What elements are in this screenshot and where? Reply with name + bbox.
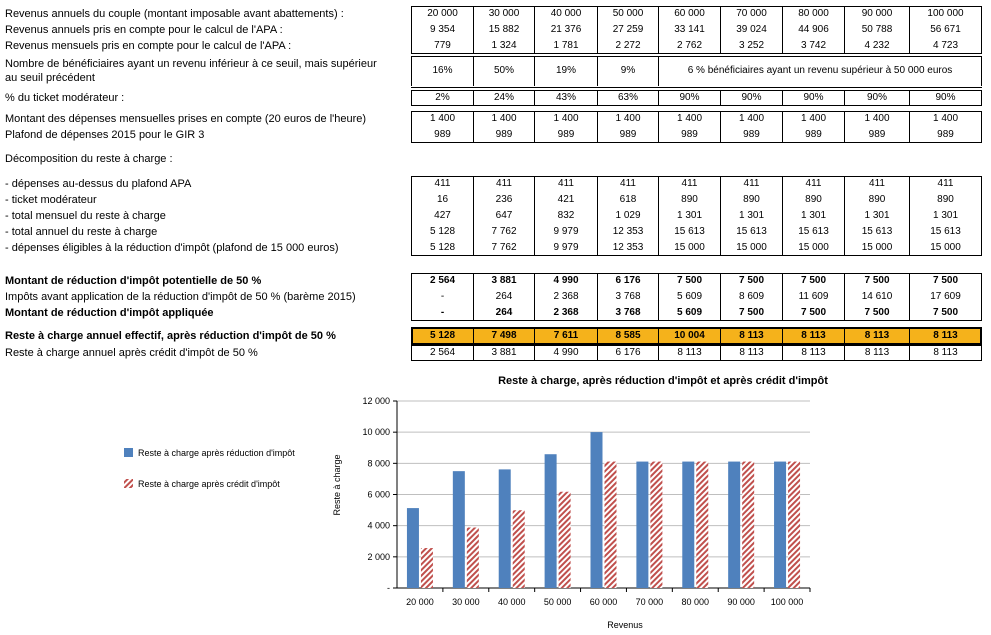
row-label: Plafond de dépenses 2015 pour le GIR 3	[5, 129, 205, 141]
chart-ylabel: Reste à charge	[332, 454, 342, 516]
table-cell: 7 500	[909, 305, 982, 321]
table-cell: 8 113	[658, 345, 720, 361]
table-cell: 1 400	[844, 111, 909, 127]
table-cell: 421	[534, 192, 597, 208]
table-cell: 989	[658, 127, 720, 143]
table-cell: 1 400	[909, 111, 982, 127]
table-cell: 989	[597, 127, 658, 143]
table-cell: 9 354	[411, 22, 473, 38]
section-subheading: Décomposition du reste à charge :	[5, 153, 173, 165]
legend-label: Reste à charge après réduction d'impôt	[138, 448, 295, 458]
table-cell: 8 113	[720, 345, 782, 361]
row-label: - dépenses éligibles à la réduction d'impôt (plafond de 15 000 euros)	[5, 242, 339, 254]
bar-credit	[650, 462, 662, 588]
table-cell: 2 368	[534, 289, 597, 305]
table-cell: 7 500	[782, 305, 844, 321]
table-cell: 1 029	[597, 208, 658, 224]
table-cell: 890	[844, 192, 909, 208]
table-cell: 8 113	[909, 328, 982, 344]
table-cell: 7 611	[534, 328, 597, 344]
table-cell: 15 000	[782, 240, 844, 256]
bar-credit	[742, 462, 754, 588]
table-cell: 3 768	[597, 289, 658, 305]
table-cell: 427	[411, 208, 473, 224]
chart-xlabel: Revenus	[607, 620, 643, 630]
table-cell: 4 232	[844, 38, 909, 54]
table-cell: 7 500	[658, 273, 720, 289]
table-cell: 989	[782, 127, 844, 143]
table-cell: 8 585	[597, 328, 658, 344]
legend-label: Reste à charge après crédit d'impôt	[138, 479, 280, 489]
table-cell: 100 000	[909, 6, 982, 22]
table-cell: 989	[844, 127, 909, 143]
x-tick-label: 40 000	[497, 597, 526, 607]
table-cell: 1 301	[720, 208, 782, 224]
table-cell: 989	[534, 127, 597, 143]
table-cell: 890	[658, 192, 720, 208]
row-label-line: Nombre de bénéficiaires ayant un revenu inférieur à ce seuil, mais supérieur	[5, 58, 377, 70]
table-cell: 1 301	[658, 208, 720, 224]
table-cell: 50 788	[844, 22, 909, 38]
table-cell: 7 500	[844, 305, 909, 321]
table-cell: 8 113	[909, 345, 982, 361]
table-cell: 890	[720, 192, 782, 208]
table-cell: 4 990	[534, 345, 597, 361]
table-cell: 411	[909, 176, 982, 192]
table-cell: 5 609	[658, 305, 720, 321]
table-cell: 8 113	[844, 345, 909, 361]
table-cell: 90 000	[844, 6, 909, 22]
legend-swatch	[124, 479, 133, 488]
table-cell: 1 781	[534, 38, 597, 54]
bar-reduction	[636, 462, 648, 588]
row-label: - total annuel du reste à charge	[5, 226, 158, 238]
table-cell: 15 882	[473, 22, 534, 38]
bar-credit	[605, 462, 617, 588]
table-cell: 20 000	[411, 6, 473, 22]
bar-reduction	[545, 454, 557, 588]
table-cell: 15 613	[844, 224, 909, 240]
table-cell: 1 301	[909, 208, 982, 224]
row-label: - dépenses au-dessus du plafond APA	[5, 178, 192, 190]
table-cell: 70 000	[720, 6, 782, 22]
table-cell: 3 881	[473, 345, 534, 361]
x-tick-label: 90 000	[727, 597, 755, 607]
table-cell: 1 400	[720, 111, 782, 127]
bar-reduction	[728, 462, 740, 588]
table-cell: 8 113	[720, 328, 782, 344]
bar-reduction	[453, 471, 465, 588]
bar-credit	[559, 492, 571, 588]
table-cell: 43%	[534, 90, 597, 106]
table-cell: 5 128	[411, 240, 473, 256]
row-label: Reste à charge annuel effectif, après réduction d'impôt de 50 %	[5, 330, 336, 342]
table-cell: 15 000	[844, 240, 909, 256]
x-tick-label: 30 000	[452, 597, 480, 607]
table-cell: 12 353	[597, 224, 658, 240]
table-cell: 411	[782, 176, 844, 192]
table-cell: 50%	[473, 56, 534, 86]
table-cell: 8 113	[782, 328, 844, 344]
table-cell: 8 113	[844, 328, 909, 344]
table-cell: 6 176	[597, 273, 658, 289]
bar-reduction	[591, 432, 603, 588]
table-cell: 832	[534, 208, 597, 224]
bar-credit	[421, 548, 433, 588]
table-cell: 10 004	[658, 328, 720, 344]
table-cell: 1 400	[658, 111, 720, 127]
table-cell: 17 609	[909, 289, 982, 305]
table-cell: 15 000	[658, 240, 720, 256]
table-cell: 411	[597, 176, 658, 192]
table-cell: 4 990	[534, 273, 597, 289]
y-tick-label: 6 000	[367, 489, 390, 500]
x-tick-label: 50 000	[543, 597, 572, 607]
table-cell: -	[411, 305, 473, 321]
table-cell: 2%	[411, 90, 473, 106]
table-cell: 8 609	[720, 289, 782, 305]
table-cell: 1 301	[782, 208, 844, 224]
table-cell: 50 000	[597, 6, 658, 22]
table-cell: 7 500	[844, 273, 909, 289]
table-cell: 80 000	[782, 6, 844, 22]
table-cell: 90%	[782, 90, 844, 106]
row-label: - total mensuel du reste à charge	[5, 210, 166, 222]
table-cell: 90%	[720, 90, 782, 106]
row-label: % du ticket modérateur :	[5, 92, 125, 104]
row-label: Montant de réduction d'impôt appliquée	[5, 307, 214, 319]
table-cell: 618	[597, 192, 658, 208]
table-cell: -	[411, 289, 473, 305]
table-cell: 6 176	[597, 345, 658, 361]
table-cell: 411	[411, 176, 473, 192]
table-cell: 264	[473, 305, 534, 321]
bar-reduction	[682, 462, 694, 588]
table-cell: 411	[534, 176, 597, 192]
table-cell: 4 723	[909, 38, 982, 54]
table-cell: 12 353	[597, 240, 658, 256]
table-cell: 40 000	[534, 6, 597, 22]
bar-reduction	[407, 508, 419, 588]
table-cell: 21 376	[534, 22, 597, 38]
table-cell: 890	[782, 192, 844, 208]
table-cell: 24%	[473, 90, 534, 106]
table-cell: 7 500	[720, 305, 782, 321]
table-cell: 236	[473, 192, 534, 208]
table-cell: 411	[658, 176, 720, 192]
row-label: Revenus mensuels pris en compte pour le calcul de l'APA :	[5, 40, 292, 52]
table-cell: 1 400	[597, 111, 658, 127]
bar-credit	[467, 528, 479, 588]
row-label-line: au seuil précédent	[5, 72, 95, 84]
table-cell: 15 613	[782, 224, 844, 240]
table-cell: 15 613	[720, 224, 782, 240]
table-cell: 44 906	[782, 22, 844, 38]
table-cell: 33 141	[658, 22, 720, 38]
table-cell: 27 259	[597, 22, 658, 38]
x-tick-label: 20 000	[406, 597, 434, 607]
x-tick-label: 80 000	[681, 597, 710, 607]
table-cell: 15 000	[909, 240, 982, 256]
table-cell: 7 500	[909, 273, 982, 289]
table-cell: 9 979	[534, 240, 597, 256]
y-tick-label: -	[387, 583, 390, 593]
bar-credit	[788, 462, 800, 588]
table-cell: 9%	[597, 56, 658, 86]
table-cell: 11 609	[782, 289, 844, 305]
table-cell: 3 252	[720, 38, 782, 54]
bar-credit	[513, 510, 525, 588]
table-cell: 989	[473, 127, 534, 143]
table-cell: 1 400	[473, 111, 534, 127]
table-cell: 2 564	[411, 273, 473, 289]
row-label: Montant des dépenses mensuelles prises en compte (20 euros de l'heure)	[5, 113, 367, 125]
table-cell: 1 301	[844, 208, 909, 224]
y-tick-label: 10 000	[362, 427, 390, 438]
row-label: Impôts avant application de la réduction d'impôt de 50 % (barème 2015)	[5, 291, 356, 303]
table-cell: 14 610	[844, 289, 909, 305]
chart-title: Reste à charge, après réduction d'impôt et après crédit d'impôt	[498, 375, 828, 387]
table-span-cell: 6 % bénéficiaires ayant un revenu supérieur à 50 000 euros	[658, 56, 982, 86]
x-tick-label: 60 000	[589, 597, 618, 607]
table-cell: 1 400	[411, 111, 473, 127]
table-cell: 890	[909, 192, 982, 208]
y-tick-label: 8 000	[367, 458, 390, 469]
table-cell: 647	[473, 208, 534, 224]
table-cell: 15 000	[720, 240, 782, 256]
table-cell: 1 324	[473, 38, 534, 54]
table-cell: 779	[411, 38, 473, 54]
table-cell: 15 613	[658, 224, 720, 240]
table-cell: 15 613	[909, 224, 982, 240]
table-cell: 90%	[844, 90, 909, 106]
legend-swatch	[124, 448, 133, 457]
table-cell: 7 498	[473, 328, 534, 344]
table-cell: 2 762	[658, 38, 720, 54]
table-cell: 2 368	[534, 305, 597, 321]
table-cell: 2 272	[597, 38, 658, 54]
table-cell: 56 671	[909, 22, 982, 38]
table-cell: 16%	[411, 56, 473, 86]
table-cell: 90%	[658, 90, 720, 106]
row-label: Revenus annuels pris en compte pour le calcul de l'APA :	[5, 24, 283, 36]
table-cell: 5 128	[411, 328, 473, 344]
table-cell: 411	[720, 176, 782, 192]
table-cell: 39 024	[720, 22, 782, 38]
y-tick-label: 2 000	[367, 551, 390, 562]
y-tick-label: 4 000	[367, 520, 390, 531]
table-cell: 264	[473, 289, 534, 305]
table-cell: 3 742	[782, 38, 844, 54]
table-cell: 3 768	[597, 305, 658, 321]
row-label: Reste à charge annuel après crédit d'impôt de 50 %	[5, 347, 258, 359]
table-cell: 30 000	[473, 6, 534, 22]
table-cell: 8 113	[782, 345, 844, 361]
table-cell: 1 400	[534, 111, 597, 127]
table-cell: 7 762	[473, 224, 534, 240]
table-cell: 2 564	[411, 345, 473, 361]
table-cell: 411	[473, 176, 534, 192]
row-label: Revenus annuels du couple (montant imposable avant abattements) :	[5, 8, 344, 20]
table-cell: 16	[411, 192, 473, 208]
bar-reduction	[499, 469, 511, 588]
table-cell: 989	[411, 127, 473, 143]
table-cell: 63%	[597, 90, 658, 106]
table-cell: 7 500	[782, 273, 844, 289]
table-cell: 60 000	[658, 6, 720, 22]
table-cell: 7 762	[473, 240, 534, 256]
bar-reduction	[774, 462, 786, 588]
table-cell: 7 500	[720, 273, 782, 289]
x-tick-label: 100 000	[770, 597, 804, 607]
table-cell: 411	[844, 176, 909, 192]
table-cell: 90%	[909, 90, 982, 106]
table-cell: 5 609	[658, 289, 720, 305]
row-label: - ticket modérateur	[5, 194, 97, 206]
table-cell: 1 400	[782, 111, 844, 127]
table-cell: 3 881	[473, 273, 534, 289]
table-cell: 5 128	[411, 224, 473, 240]
table-cell: 19%	[534, 56, 597, 86]
y-tick-label: 12 000	[362, 396, 390, 406]
x-tick-label: 70 000	[635, 597, 664, 607]
table-cell: 989	[909, 127, 982, 143]
bar-credit	[696, 462, 708, 588]
table-cell: 9 979	[534, 224, 597, 240]
row-label: Montant de réduction d'impôt potentielle de 50 %	[5, 275, 262, 287]
table-cell: 989	[720, 127, 782, 143]
